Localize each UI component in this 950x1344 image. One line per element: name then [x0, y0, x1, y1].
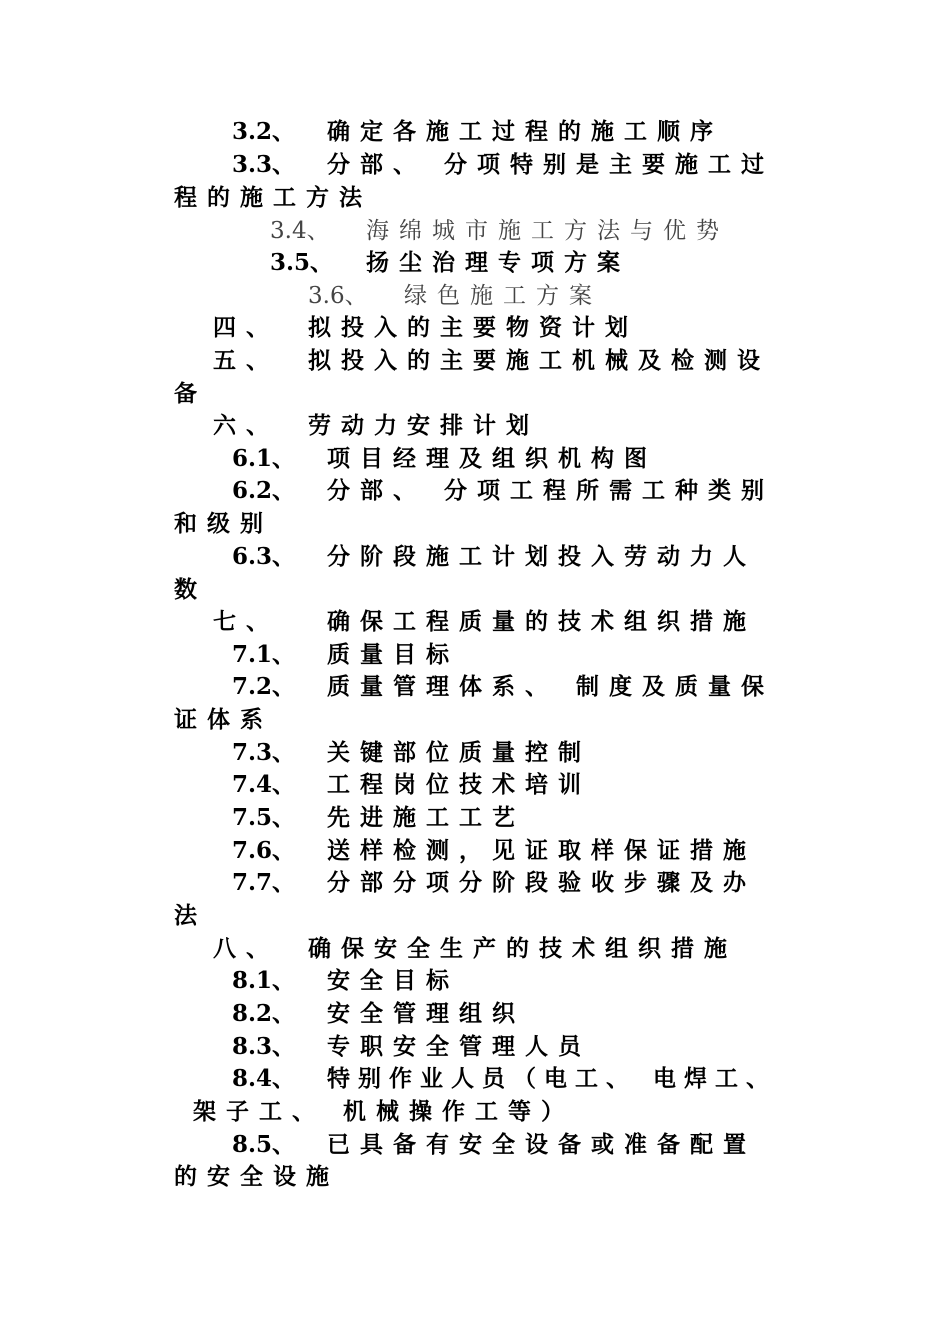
toc-line — [232, 150, 774, 180]
toc-text: 质量目标 — [327, 641, 459, 668]
toc-number: 3.4、 — [270, 218, 330, 244]
toc-text: 和级别 — [174, 510, 273, 537]
toc-text: 法 — [174, 902, 207, 929]
toc-text: 备 — [174, 380, 207, 407]
toc-number: 7.5、 — [232, 804, 296, 831]
toc-text: 质量管理体系、 制度及质量保 — [327, 673, 775, 700]
toc-line — [193, 1097, 574, 1127]
toc-line — [174, 379, 207, 409]
toc-line — [308, 281, 602, 311]
toc-text: 的安全设施 — [174, 1163, 339, 1190]
toc-line — [174, 1162, 339, 1192]
toc-number: 五、 — [213, 347, 279, 374]
toc-line — [232, 1032, 591, 1062]
toc-number: 7.1、 — [232, 641, 296, 668]
toc-line — [232, 999, 525, 1029]
toc-line — [174, 705, 273, 735]
toc-number: 7.6、 — [232, 837, 296, 864]
toc-number: 3.5、 — [270, 249, 334, 276]
toc-text: 拟投入的主要物资计划 — [308, 314, 638, 341]
toc-number: 6.2、 — [232, 477, 296, 504]
toc-number: 6.1、 — [232, 445, 296, 472]
toc-text: 特别作业人员（电工、 电焊工、 — [327, 1065, 778, 1092]
toc-text: 项目经理及组织机构图 — [327, 445, 657, 472]
toc-line — [232, 836, 756, 866]
toc-line — [232, 542, 756, 572]
toc-line — [270, 216, 729, 246]
toc-number: 7.3、 — [232, 739, 296, 766]
toc-text: 海绵城市施工方法与优势 — [366, 218, 729, 244]
toc-text: 扬尘治理专项方案 — [366, 249, 630, 276]
toc-line — [232, 640, 459, 670]
toc-text: 安全目标 — [327, 967, 459, 994]
toc-line — [213, 607, 756, 637]
toc-text: 关键部位质量控制 — [327, 739, 591, 766]
toc-number: 7.2、 — [232, 673, 296, 700]
toc-number: 七、 — [213, 608, 279, 635]
toc-text: 劳动力安排计划 — [308, 412, 539, 439]
toc-text: 拟投入的主要施工机械及检测设 — [308, 347, 770, 374]
toc-line — [174, 575, 207, 605]
toc-number: 8.5、 — [232, 1131, 296, 1158]
toc-text: 分阶段施工计划投入劳动力人 — [327, 543, 756, 570]
toc-text: 证体系 — [174, 706, 273, 733]
toc-line — [213, 313, 638, 343]
toc-number: 6.3、 — [232, 543, 296, 570]
toc-text: 已具备有安全设备或准备配置 — [327, 1131, 756, 1158]
toc-text: 架子工、 机械操作工等） — [193, 1098, 575, 1125]
toc-line — [232, 770, 591, 800]
toc-text: 分部、 分项工程所需工种类别 — [327, 477, 775, 504]
toc-number: 8.3、 — [232, 1033, 296, 1060]
toc-number: 7.7、 — [232, 869, 296, 896]
toc-text: 数 — [174, 576, 207, 603]
toc-text: 工程岗位技术培训 — [327, 771, 591, 798]
toc-text: 送样检测，见证取样保证措施 — [327, 837, 756, 864]
toc-number: 3.3、 — [232, 151, 296, 178]
toc-line — [232, 117, 723, 147]
toc-line — [174, 509, 273, 539]
toc-line — [232, 966, 459, 996]
toc-line — [213, 346, 770, 376]
toc-text: 安全管理组织 — [327, 1000, 525, 1027]
toc-line — [232, 476, 774, 506]
toc-text: 先进施工工艺 — [327, 804, 525, 831]
toc-line — [232, 1130, 756, 1160]
toc-line — [232, 803, 525, 833]
toc-number: 3.2、 — [232, 118, 296, 145]
toc-text: 分部分项分阶段验收步骤及办 — [327, 869, 756, 896]
toc-line — [232, 1064, 777, 1094]
toc-line — [270, 248, 630, 278]
toc-number: 六、 — [213, 412, 279, 439]
toc-number: 8.2、 — [232, 1000, 296, 1027]
toc-text: 确保安全生产的技术组织措施 — [308, 935, 737, 962]
toc-text: 专职安全管理人员 — [327, 1033, 591, 1060]
toc-line — [232, 444, 657, 474]
toc-number: 8.4、 — [232, 1065, 296, 1092]
toc-line — [213, 411, 539, 441]
toc-text: 绿色施工方案 — [404, 283, 602, 309]
toc-line — [213, 934, 737, 964]
toc-text: 分部、 分项特别是主要施工过 — [327, 151, 775, 178]
toc-line — [174, 183, 372, 213]
toc-text: 确定各施工过程的施工顺序 — [327, 118, 723, 145]
toc-number: 7.4、 — [232, 771, 296, 798]
toc-number: 3.6、 — [308, 283, 368, 309]
toc-number: 八、 — [213, 935, 279, 962]
toc-line — [232, 672, 774, 702]
toc-text: 确保工程质量的技术组织措施 — [327, 608, 756, 635]
toc-number: 8.1、 — [232, 967, 296, 994]
toc-line — [232, 738, 591, 768]
toc-line — [232, 868, 756, 898]
toc-number: 四、 — [213, 314, 279, 341]
toc-text: 程的施工方法 — [174, 184, 372, 211]
toc-line — [174, 901, 207, 931]
